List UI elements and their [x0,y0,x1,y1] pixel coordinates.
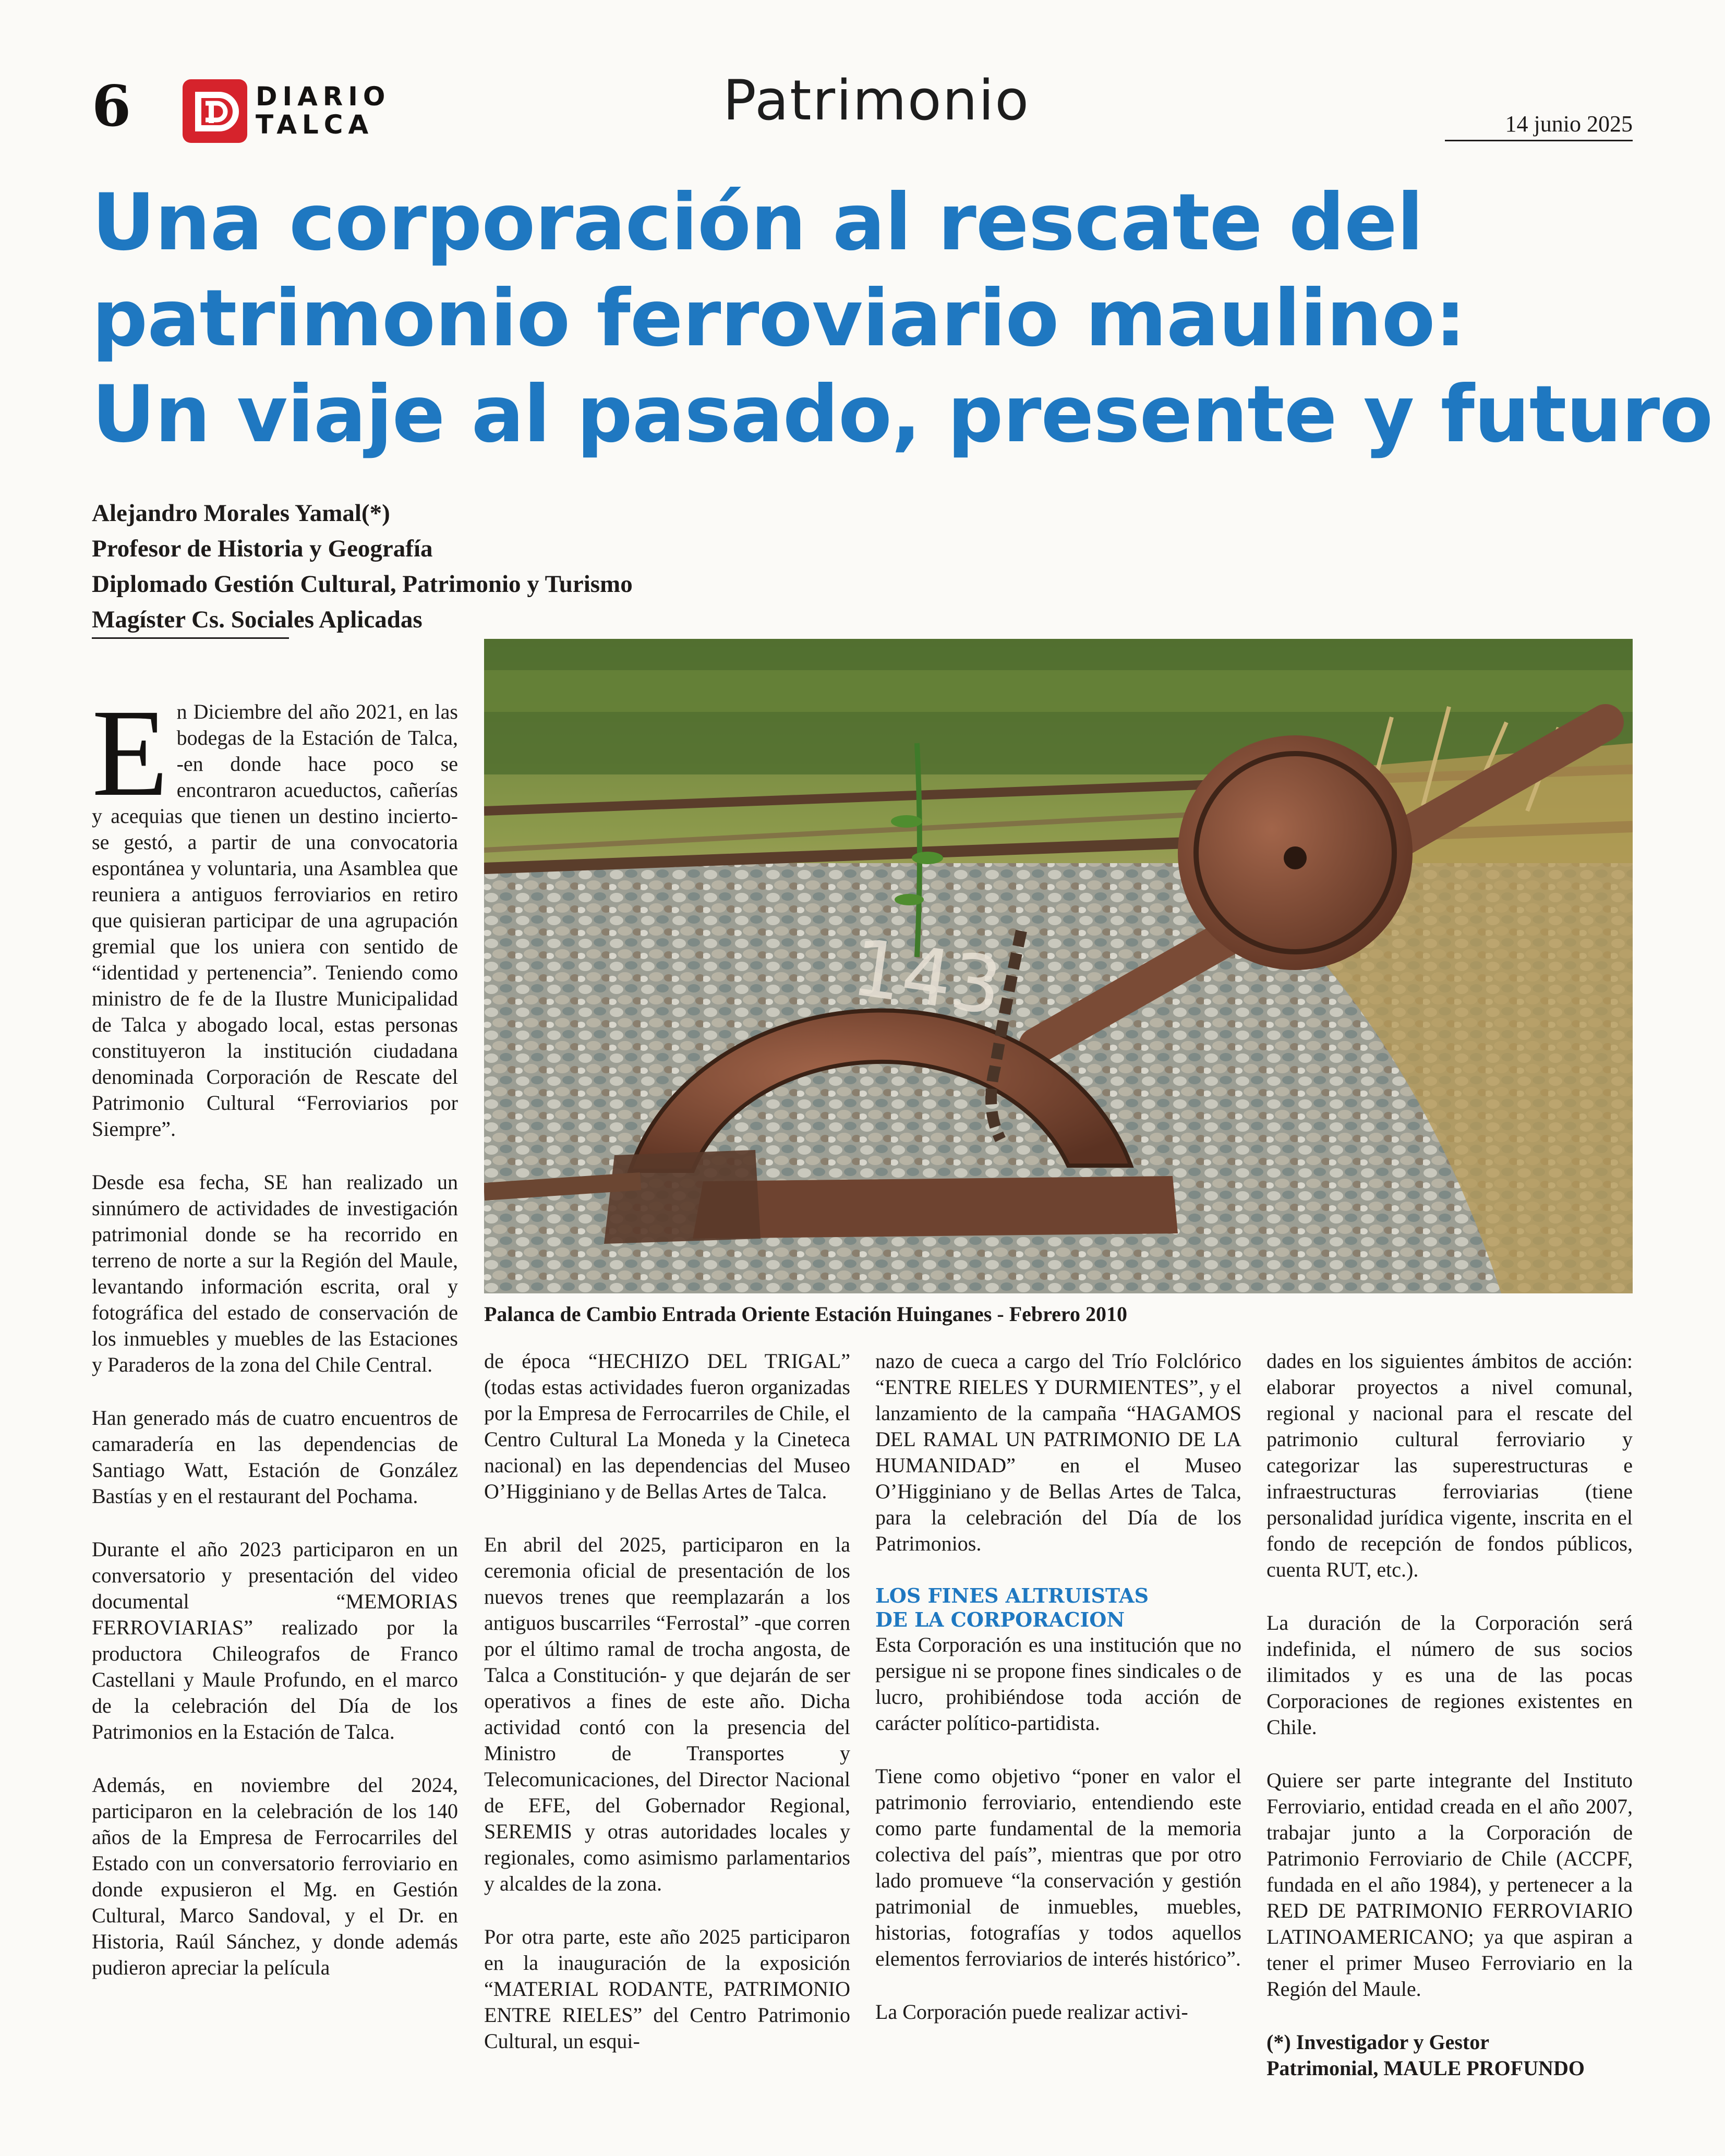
author-role-2: Diplomado Gestión Cultural, Patrimonio y Turismo [92,571,633,598]
paragraph-11: Tiene como objetivo “poner en valor el patrimonio ferroviario, entendiendo este como parte fundamental de la memoria colectiva del país”, mientras que por otro lado promueve “la conservación y gestión patrimonial de inmuebles, muebles, historias, fotografías y todos aquellos elementos ferroviarios de interés histórico”. [875,1764,1241,1970]
diario-talca-logo [183,79,391,143]
article-column-3 [875,1348,1241,2052]
subheading-line-2: DE LA CORPORACION [875,1608,1125,1631]
section-title: Patrimonio [722,68,1030,132]
article-photo [484,639,1633,1293]
paragraph-13: dades en los siguientes ámbitos de acción: elaborar proyectos a nivel comunal, regional y nacional para el rescate del patrimonio cultural ferroviario y categorizar las superestructuras e infraestructuras ferroviarias (tiene personalidad jurídica vigente, inscrita en el fondo de recepción de fondos públicos, cuenta RUT, etc.). [1266,1349,1633,1581]
page-number: 6 [92,74,131,139]
paragraph-10: Esta Corporación es una institución que no persigue ni se propone fines sindicales o de lucro, prohibiéndose toda acción de carácter político-partidista. [875,1633,1241,1735]
author-note [1266,2029,1633,2081]
paragraph-15: Quiere ser parte integrante del Instituto Ferroviario, entidad creada en el año 2007, trabajar junto a la Corporación de Patrimonio Ferroviario de Chile (ACCPF, fundada en el año 1984), y pertenecer a la RED DE PATRIMONIO FERROVIARIO LATINOAMERICANO; ya que aspiran a tener el primer Museo Ferroviario en la Región del Maule. [1266,1769,1633,2001]
logo-line-2: TALCA [256,110,374,140]
paragraph-12: La Corporación puede realizar activi- [875,2000,1188,2024]
article-column-4 [1266,1348,1633,2081]
switch-lever-photo [484,639,1633,1293]
byline [92,495,633,637]
headline-line-3: Un viaje al pasado, presente y futuro [92,369,1713,460]
byline-rule [92,637,289,639]
paragraph-1-text: n Diciembre del año 2021, en las bodegas de la Estación de Talca, -en donde hace poco se encontraron acueductos, cañerías y acequias que tienen un destino incierto- se gestó, a partir de una convocatoria espontánea y voluntaria, una Asamblea que reuniera a antiguos ferroviarios en retiro que quisieran participar de una agrupación gremial que los uniera con sentido de “identidad y pertenencia”. Teniendo como ministro de fe de la Ilustre Municipalidad de Talca y abogado local, estas personas constituyeron la institución ciudadana denominada Corporación de Rescate del Patrimonio Cultural “Ferroviarios por Siempre”. [92,700,458,1141]
paragraph-1 [92,683,458,1142]
author-role-3: Magíster Cs. Sociales Aplicadas [92,606,423,633]
logo-line-1: DIARIO [256,81,391,112]
paragraph-6: de época “HECHIZO DEL TRIGAL” (todas estas actividades fueron organizadas por la Empresa de Ferrocarriles de Chile, el Centro Cultural La Moneda y la Cineteca nacional) en las dependencias del Museo O’Higginiano y de Bellas Artes de Talca. [484,1349,850,1503]
drop-cap: E [92,683,168,822]
author-note-line-1: (*) Investigador y Gestor [1266,2030,1489,2054]
headline-line-2: patrimonio ferroviario maulino: [92,273,1466,364]
author-note-line-2: Patrimonial, MAULE PROFUNDO [1266,2056,1585,2080]
paragraph-14: La duración de la Corporación será indefinida, el número de sus socios ilimitados y es una de las pocas Corporaciones de regiones existentes en Chile. [1266,1611,1633,1739]
author-name: Alejandro Morales Yamal(*) [92,500,390,527]
logo-text [256,82,390,139]
paragraph-4: Durante el año 2023 participaron en un conversatorio y presentación del video documental “MEMORIAS FERROVIARIAS” realizado por la productora Chileografos de Franco Castellani y Maule Profundo, en el marco de la celebración del Día de los Patrimonios en la Estación de Talca. [92,1537,458,1743]
photo-caption: Palanca de Cambio Entrada Oriente Estación Huinganes - Febrero 2010 [484,1302,1127,1326]
article-column-1 [92,683,458,2008]
subheading [875,1584,1241,1632]
headline [92,175,1713,463]
logo-mark-icon [183,79,247,143]
paragraph-5: Además, en noviembre del 2024, participaron en la celebración de los 140 años de la Empresa de Ferrocarriles del Estado con un conversatorio ferroviario en donde expusieron el Mg. en Gestión Cultural, Marco Sandoval, y el Dr. en Historia, Raúl Sánchez, y donde además pudieron apreciar la película [92,1773,458,1979]
paragraph-8: Por otra parte, este año 2025 participaron en la inauguración de la exposición “MATERIAL RODANTE, PATRIMONIO ENTRE RIELES” del Centro Patrimonio Cultural, un esqui- [484,1925,850,2053]
plate-number-paint: 143 [846,922,1007,1033]
article-column-2 [484,1348,850,2081]
paragraph-3: Han generado más de cuatro encuentros de camaradería en las dependencias de Santiago Watt, Estación de González Bastías y en el restaurant del Pochama. [92,1406,458,1508]
paragraph-7: En abril del 2025, participaron en la ceremonia oficial de presentación de los nuevos trenes que reemplazarán a los antiguos buscarriles “Ferrostal” -que corren por el último ramal de trocha angosta, de Talca a Constitución- y que dejarán de ser operativos a fines de este año. Dicha actividad contó con la presencia del Ministro de Transportes y Telecomunicaciones, del Director Nacional de EFE, del Gobernador Regional, SEREMIS y otras autoridades locales y regionales, como asimismo parlamentarios y alcaldes de la zona. [484,1533,850,1895]
paragraph-9: nazo de cueca a cargo del Trío Folclórico “ENTRE RIELES Y DURMIENTES”, y el lanzamiento de la campaña “HAGAMOS DEL RAMAL UN PATRIMONIO DE LA HUMANIDAD” en el Museo O’Higginiano y de Bellas Artes de Talca, para la celebración del Día de los Patrimonios. [875,1349,1241,1555]
author-role-1: Profesor de Historia y Geografía [92,535,433,562]
headline-line-1: Una corporación al rescate del [92,177,1424,268]
date-rule [1445,140,1633,141]
paragraph-2: Desde esa fecha, SE han realizado un sinnúmero de actividades de investigación patrimonial donde se ha recorrido en terreno de norte a sur la Región del Maule, levantando información escrita, oral y fotográfica del estado de conservación de los inmuebles y muebles de las Estaciones y Paraderos de la zona del Chile Central. [92,1170,458,1376]
subheading-line-1: LOS FINES ALTRUISTAS [875,1584,1149,1607]
issue-date: 14 junio 2025 [1505,111,1633,137]
